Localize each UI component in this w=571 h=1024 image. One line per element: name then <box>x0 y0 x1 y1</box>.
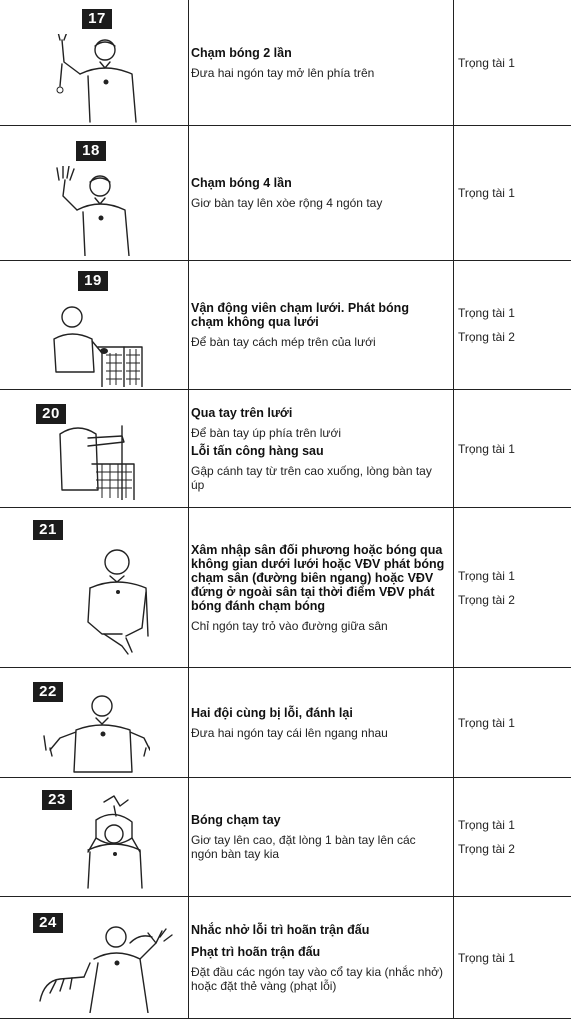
referee-figure-illustration <box>40 692 150 777</box>
signal-number: 23 <box>42 790 72 810</box>
referee-label: Trọng tài 1 <box>458 306 515 320</box>
signal-description-cell <box>189 0 454 125</box>
referee-cell <box>454 126 571 260</box>
signal-instruction: Đặt đầu các ngón tay vào cổ tay kia (nhắc nhở) hoặc đặt thẻ vàng (phạt lỗi) <box>191 964 444 993</box>
signal-instruction: Để bàn tay cách mép trên của lưới <box>191 335 376 349</box>
signal-illustration-cell <box>0 390 189 507</box>
signal-title: Chạm bóng 4 lần <box>191 176 292 190</box>
signal-instruction-secondary: Gập cánh tay từ trên cao xuống, lòng bàn tay úp <box>191 463 432 492</box>
referee-label: Trọng tài 1 <box>458 441 515 456</box>
signal-number: 18 <box>76 141 106 161</box>
table-row <box>0 897 571 1019</box>
table-row <box>0 0 571 126</box>
referee-label: Trọng tài 2 <box>458 330 515 344</box>
signal-title: Chạm bóng 2 lần <box>191 45 292 60</box>
signal-instruction: Để bàn tay úp phía trên lưới <box>191 425 341 440</box>
signal-title: Bóng chạm tay <box>191 813 281 827</box>
signal-title: Vận động viên chạm lưới. Phát bóng chạm không qua lưới <box>191 301 409 329</box>
signal-number: 20 <box>36 404 66 424</box>
referee-cell <box>454 668 571 777</box>
signal-title-secondary: Lỗi tấn công hàng sau <box>191 443 324 458</box>
signal-illustration-cell <box>0 778 189 896</box>
referee-label: Trọng tài 1 <box>458 186 515 200</box>
referee-figure-illustration <box>42 297 152 387</box>
referee-label: Trọng tài 2 <box>458 592 515 607</box>
signal-instruction: Chỉ ngón tay trỏ vào đường giữa sân <box>191 618 388 633</box>
signal-title: Xâm nhập sân đối phương hoặc bóng qua không gian dưới lưới hoặc VĐV phát bóng chạm sân (đường biên ngang) hoặc VĐV đứng ở ngoài sân tại thời điểm VĐV phát bóng đánh chạm bóng <box>191 542 445 613</box>
table-row <box>0 668 571 778</box>
signal-illustration-cell <box>0 261 189 389</box>
signal-description-cell <box>189 778 454 896</box>
signal-illustration-cell <box>0 126 189 260</box>
signal-number: 22 <box>33 682 63 702</box>
signal-number: 21 <box>33 520 63 540</box>
table-row <box>0 126 571 261</box>
referee-figure-illustration <box>55 166 155 256</box>
signal-description-cell <box>189 126 454 260</box>
signal-instruction: Giơ bàn tay lên xòe rộng 4 ngón tay <box>191 196 383 210</box>
referee-label: Trọng tài 1 <box>458 715 515 730</box>
signal-number: 19 <box>78 271 108 291</box>
signal-title: Qua tay trên lưới <box>191 405 293 420</box>
referee-figure-illustration <box>62 542 162 662</box>
signal-title: Phạt trì hoãn trận đấu <box>191 944 321 959</box>
referee-label: Trọng tài 1 <box>458 950 515 965</box>
signal-instruction: Đưa hai ngón tay cái lên ngang nhau <box>191 725 388 740</box>
table-row <box>0 508 571 668</box>
signal-title: Hai đội cùng bị lỗi, đánh lại <box>191 705 353 720</box>
referee-label: Trọng tài 2 <box>458 842 515 856</box>
table-row <box>0 390 571 508</box>
signal-description-cell <box>189 390 454 507</box>
signal-title: Nhắc nhở lỗi trì hoãn trận đấu <box>191 922 370 937</box>
signal-instruction: Đưa hai ngón tay mở lên phía trên <box>191 65 375 80</box>
signal-description-cell <box>189 668 454 777</box>
referee-figure-illustration <box>20 923 180 1013</box>
referee-label: Trọng tài 1 <box>458 818 515 832</box>
referee-cell <box>454 778 571 896</box>
signal-illustration-cell <box>0 897 189 1018</box>
referee-figure-illustration <box>74 794 164 889</box>
referee-cell <box>454 897 571 1018</box>
signal-illustration-cell <box>0 0 189 125</box>
referee-figure-illustration <box>48 420 178 500</box>
referee-label: Trọng tài 1 <box>458 55 515 70</box>
signal-description-cell <box>189 897 454 1018</box>
table-row <box>0 778 571 897</box>
referee-cell <box>454 0 571 125</box>
referee-cell <box>454 508 571 667</box>
signal-description-cell <box>189 261 454 389</box>
referee-cell <box>454 390 571 507</box>
referee-cell <box>454 261 571 389</box>
signal-illustration-cell <box>0 508 189 667</box>
signal-instruction: Giơ tay lên cao, đặt lòng 1 bàn tay lên các ngón bàn tay kia <box>191 833 416 861</box>
signal-number: 24 <box>33 913 63 933</box>
signal-description-cell <box>189 508 454 667</box>
referee-label: Trọng tài 1 <box>458 568 515 583</box>
referee-figure-illustration <box>50 34 150 124</box>
signal-illustration-cell <box>0 668 189 777</box>
table-row <box>0 261 571 390</box>
signal-number: 17 <box>82 9 112 29</box>
